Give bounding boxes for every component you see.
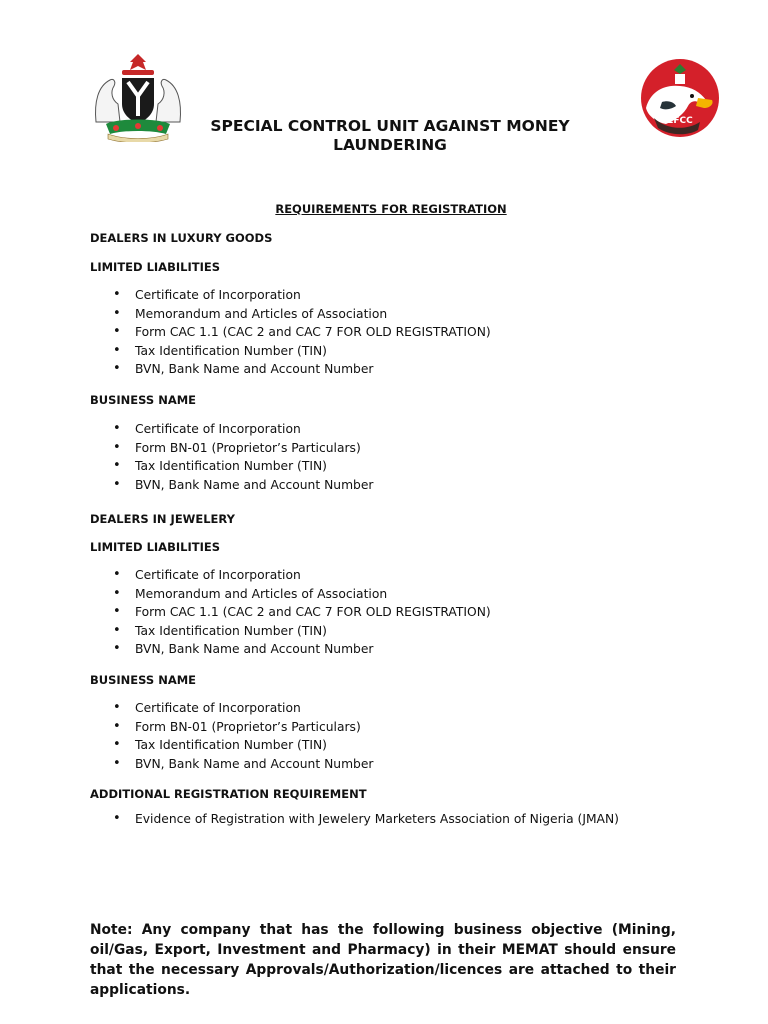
subsection-heading-business-name: BUSINESS NAME <box>90 673 197 687</box>
subsection-heading-limited-liabilities: LIMITED LIABILITIES <box>90 260 220 274</box>
list-item: • Memorandum and Articles of Association <box>135 305 491 324</box>
list-item: • Certificate of Incorporation <box>135 420 373 439</box>
list-item: • Form CAC 1.1 (CAC 2 and CAC 7 FOR OLD REGISTRATION) <box>135 603 491 622</box>
title-line-1: SPECIAL CONTROL UNIT AGAINST MONEY <box>210 117 570 135</box>
coat-of-arms-logo <box>88 52 188 142</box>
list-item: • Certificate of Incorporation <box>135 699 373 718</box>
luxury-limited-requirements-list <box>135 286 491 379</box>
list-item: • BVN, Bank Name and Account Number <box>135 360 491 379</box>
luxury-business-name-requirements-list <box>135 420 373 494</box>
efcc-eagle-logo <box>640 58 720 138</box>
list-item: • Form BN-01 (Proprietor’s Particulars) <box>135 718 373 737</box>
list-item: • Memorandum and Articles of Association <box>135 585 491 604</box>
jewelery-business-name-requirements-list <box>135 699 373 773</box>
list-item: • Form BN-01 (Proprietor’s Particulars) <box>135 439 373 458</box>
section-heading-luxury-goods: DEALERS IN LUXURY GOODS <box>90 231 273 245</box>
subsection-heading-limited-liabilities: LIMITED LIABILITIES <box>90 540 220 554</box>
list-item: • Certificate of Incorporation <box>135 286 491 305</box>
list-item: • Tax Identification Number (TIN) <box>135 736 373 755</box>
efcc-logo-text: EFCC <box>667 116 693 126</box>
additional-requirements-list <box>135 810 619 829</box>
list-item: • BVN, Bank Name and Account Number <box>135 476 373 495</box>
list-item: • Form CAC 1.1 (CAC 2 and CAC 7 FOR OLD REGISTRATION) <box>135 323 491 342</box>
requirements-title: REQUIREMENTS FOR REGISTRATION <box>275 202 507 216</box>
document-title <box>180 117 600 155</box>
note-paragraph: Note: Any company that has the following business objective (Mining, oil/Gas, Export, Investment and Pharmacy) in their MEMAT should ensure that the necessary Approvals/Authorization/licences are attached to their applications. <box>90 922 676 998</box>
list-item: • Certificate of Incorporation <box>135 566 491 585</box>
list-item: • Tax Identification Number (TIN) <box>135 622 491 641</box>
list-item: • Tax Identification Number (TIN) <box>135 342 491 361</box>
list-item: • Evidence of Registration with Jewelery Marketers Association of Nigeria (JMAN) <box>135 810 619 829</box>
jewelery-limited-requirements-list <box>135 566 491 659</box>
list-item: • Tax Identification Number (TIN) <box>135 457 373 476</box>
subsection-heading-business-name: BUSINESS NAME <box>90 393 197 407</box>
section-heading-jewelery: DEALERS IN JEWELERY <box>90 512 235 526</box>
subsection-heading-additional-requirement: ADDITIONAL REGISTRATION REQUIREMENT <box>90 787 367 801</box>
list-item: • BVN, Bank Name and Account Number <box>135 640 491 659</box>
list-item: • BVN, Bank Name and Account Number <box>135 755 373 774</box>
title-line-2: LAUNDERING <box>333 136 447 154</box>
